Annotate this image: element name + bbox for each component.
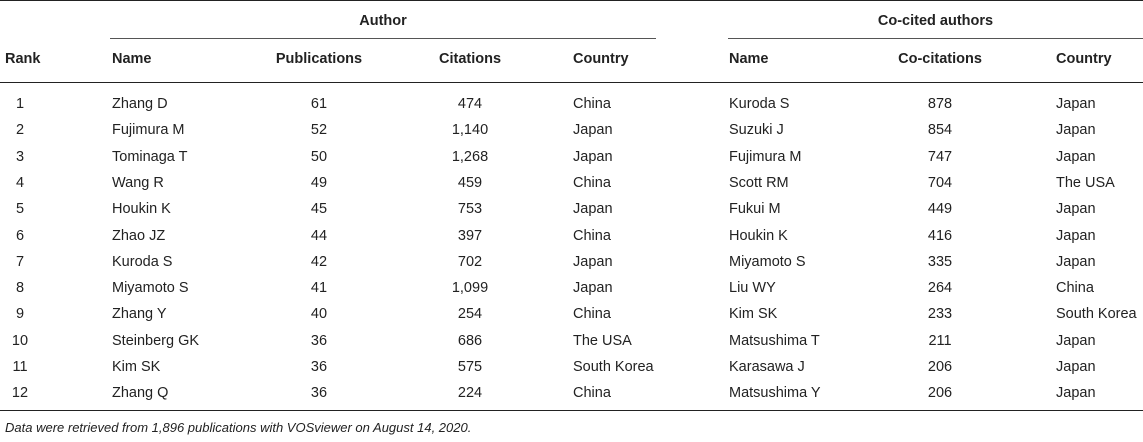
cell-cocited-name: Liu WY <box>729 280 776 297</box>
cell-name: Fujimura M <box>112 122 185 139</box>
cell-publications: 61 <box>310 96 328 112</box>
table-row <box>0 382 1143 408</box>
cell-cocited-name: Karasawa J <box>729 359 805 375</box>
cell-country: China <box>573 385 611 402</box>
cell-cocitations: 206 <box>927 359 953 375</box>
cell-cocited-country: Japan <box>1056 122 1096 139</box>
table-row <box>0 303 1143 329</box>
cell-citations: 753 <box>457 201 483 218</box>
cell-publications: 50 <box>310 148 328 165</box>
cell-name: Zhao JZ <box>112 227 166 244</box>
cell-publications: 52 <box>310 122 328 139</box>
cell-cocitations: 264 <box>927 280 953 297</box>
cell-country: Japan <box>573 253 613 270</box>
cell-citations: 397 <box>457 227 483 244</box>
cell-cocited-name: Fujimura M <box>729 148 802 165</box>
cell-name: Zhang Y <box>112 306 167 323</box>
cell-cocited-country: Japan <box>1056 227 1096 244</box>
cell-country: Japan <box>573 280 613 297</box>
cell-name: Miyamoto S <box>112 280 189 297</box>
cell-rank: 1 <box>15 96 25 112</box>
cell-publications: 49 <box>310 174 328 191</box>
table-row <box>0 198 1143 224</box>
cell-cocitations: 854 <box>927 122 953 139</box>
cell-cocited-country: Japan <box>1056 148 1096 165</box>
cell-country: Japan <box>573 122 613 139</box>
table-footnote: Data were retrieved from 1,896 publications with VOSviewer on August 14, 2020. <box>5 420 472 435</box>
cell-name: Wang R <box>112 174 164 191</box>
header-name: Name <box>112 51 152 67</box>
cell-name: Tominaga T <box>112 148 188 165</box>
table-row <box>0 172 1143 198</box>
header-publications: Publications <box>275 51 363 67</box>
cell-citations: 474 <box>457 96 483 112</box>
cell-cocitations: 747 <box>927 148 953 165</box>
table-row <box>0 119 1143 145</box>
cell-name: Zhang Q <box>112 385 169 402</box>
cell-cocitations: 211 <box>928 332 952 349</box>
cell-cocited-name: Miyamoto S <box>729 253 806 270</box>
cell-cocited-country: Japan <box>1056 385 1096 402</box>
cell-rank: 11 <box>12 359 28 375</box>
cell-name: Steinberg GK <box>112 332 200 349</box>
cell-rank: 7 <box>15 253 25 270</box>
cell-rank: 4 <box>15 174 25 191</box>
cell-name: Zhang D <box>112 96 168 112</box>
group-title-cocited: Co-cited authors <box>877 13 994 29</box>
cell-cocited-country: Japan <box>1056 359 1096 375</box>
cell-publications: 36 <box>310 385 328 402</box>
cell-publications: 45 <box>310 201 328 218</box>
cell-cocited-country: Japan <box>1056 201 1096 218</box>
cell-cocited-name: Matsushima T <box>729 332 820 349</box>
cell-cocited-name: Scott RM <box>729 174 789 191</box>
cell-rank: 10 <box>11 332 29 349</box>
cell-publications: 36 <box>310 332 328 349</box>
cell-cocitations: 878 <box>927 96 953 112</box>
cell-country: China <box>573 227 611 244</box>
cell-country: China <box>573 306 611 323</box>
header-rank: Rank <box>5 51 41 67</box>
cell-publications: 44 <box>310 227 328 244</box>
cell-citations: 575 <box>457 359 483 375</box>
cell-citations: 1,268 <box>451 148 489 165</box>
cell-cocited-name: Suzuki J <box>729 122 784 139</box>
table-row <box>0 251 1143 277</box>
cell-cocited-country: The USA <box>1056 174 1115 191</box>
group-underline-author <box>110 38 656 39</box>
cell-cocited-country: Japan <box>1056 96 1096 112</box>
cell-cocited-country: China <box>1056 280 1094 297</box>
header-cocitations: Co-citations <box>898 51 982 67</box>
cell-rank: 12 <box>11 385 29 402</box>
cell-rank: 6 <box>15 227 25 244</box>
top-rule <box>0 0 1143 1</box>
cell-country: South Korea <box>573 359 654 375</box>
cell-cocitations: 416 <box>927 227 953 244</box>
cell-publications: 36 <box>310 359 328 375</box>
cell-cocitations: 206 <box>927 385 953 402</box>
cell-rank: 2 <box>15 122 25 139</box>
cell-cocitations: 449 <box>927 201 953 218</box>
cell-name: Kim SK <box>112 359 161 375</box>
cell-country: Japan <box>573 148 613 165</box>
cell-cocitations: 335 <box>927 253 953 270</box>
cell-publications: 42 <box>310 253 328 270</box>
cell-rank: 9 <box>15 306 25 323</box>
group-title-author: Author <box>359 13 407 29</box>
cell-rank: 3 <box>15 148 25 165</box>
table-row <box>0 356 1143 382</box>
bottom-rule <box>0 410 1143 411</box>
table-row <box>0 93 1143 119</box>
cell-rank: 5 <box>15 201 25 218</box>
cell-cocited-name: Kim SK <box>729 306 778 323</box>
cell-publications: 40 <box>310 306 328 323</box>
cell-cocited-name: Matsushima Y <box>729 385 821 402</box>
header-cocited-country: Country <box>1056 51 1112 67</box>
cell-citations: 224 <box>457 385 483 402</box>
table-row <box>0 330 1143 356</box>
cell-cocited-name: Houkin K <box>729 227 788 244</box>
header-country: Country <box>573 51 629 67</box>
cell-cocited-country: Japan <box>1056 253 1096 270</box>
cell-cocited-country: Japan <box>1056 332 1096 349</box>
cell-country: Japan <box>573 201 613 218</box>
header-cocited-name: Name <box>729 51 769 67</box>
cell-country: China <box>573 96 611 112</box>
cell-name: Houkin K <box>112 201 171 218</box>
cell-country: China <box>573 174 611 191</box>
cell-citations: 702 <box>457 253 483 270</box>
cell-citations: 686 <box>457 332 483 349</box>
table-row <box>0 146 1143 172</box>
table-row <box>0 277 1143 303</box>
cell-cocited-country: South Korea <box>1056 306 1137 323</box>
cell-citations: 1,099 <box>451 280 489 297</box>
cell-citations: 254 <box>457 306 483 323</box>
group-underline-cocited <box>728 38 1143 39</box>
cell-cocited-name: Fukui M <box>729 201 781 218</box>
cell-citations: 1,140 <box>451 122 489 139</box>
cell-country: The USA <box>573 332 632 349</box>
header-rule <box>0 82 1143 83</box>
cell-cocitations: 233 <box>927 306 953 323</box>
cell-name: Kuroda S <box>112 253 173 270</box>
cell-citations: 459 <box>457 174 483 191</box>
table-row <box>0 225 1143 251</box>
cell-publications: 41 <box>310 280 328 297</box>
cell-rank: 8 <box>15 280 25 297</box>
header-citations: Citations <box>438 51 502 67</box>
cell-cocitations: 704 <box>927 174 953 191</box>
cell-cocited-name: Kuroda S <box>729 96 790 112</box>
